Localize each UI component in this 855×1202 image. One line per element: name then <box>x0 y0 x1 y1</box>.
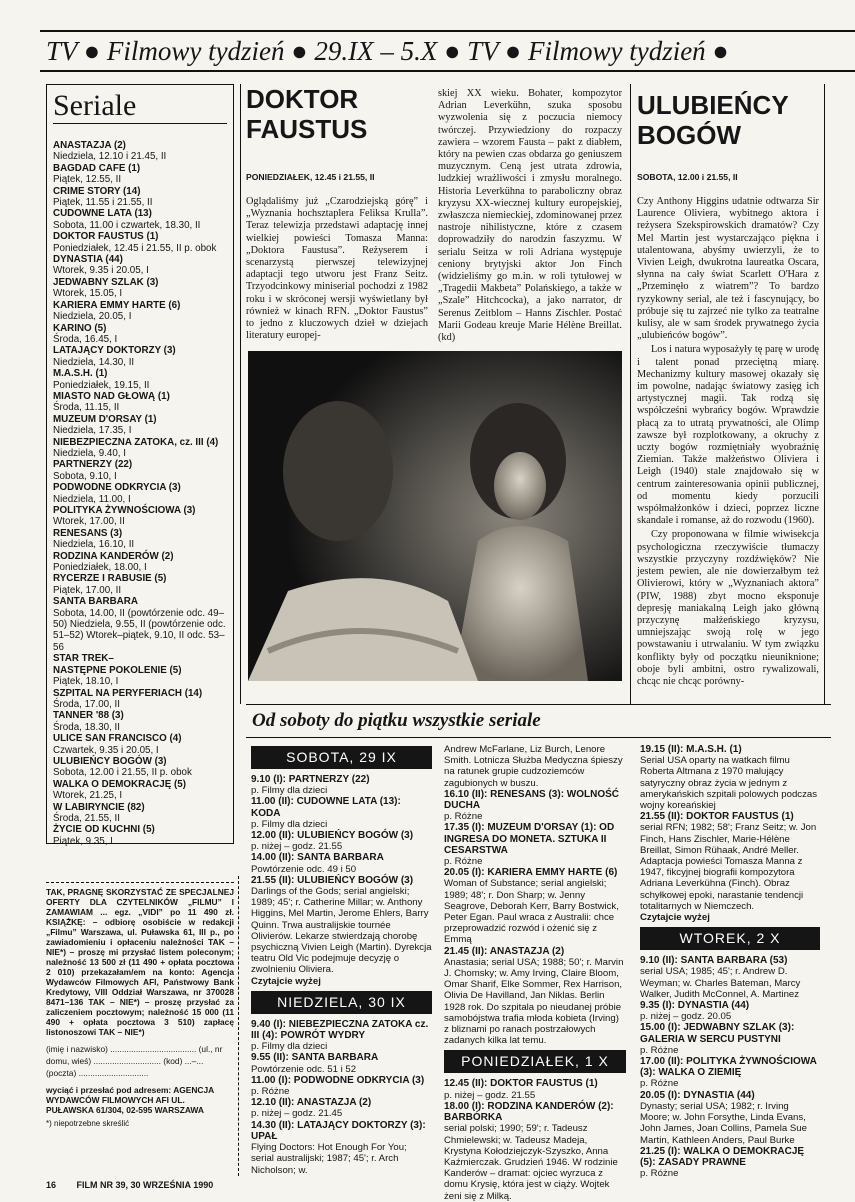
series-item-name: PODWODNE ODKRYCIA (3) <box>53 482 181 494</box>
faustus-text-1: Oglądaliśmy już „Czarodziejską górę” i „Wyznania hochsztaplera Feliksa Krulla”. Teraz telewizja przedstawi adaptację innej wielkiej powieści Tomasza Manna: „Doktora Faustusa”. Reżyserem i scenarzystą pierwszej telewizyjnej adaptacji tego utworu jest Franz Seitz. Trzyodcinkowy miniserial pochodzi z 1982 roku i w skróconej wersji wyświetlany był również w kinach RFN. „Doktor Faustus” to jedno z kluczowych dzieł w dziejach literatury europej- <box>246 196 428 342</box>
series-item-name: DOKTOR FAUSTUS (1) <box>53 231 159 243</box>
program-title: 20.05 (I): KARIERA EMMY HARTE (6) <box>444 867 618 879</box>
series-item-name: CRIME STORY (14) <box>53 185 141 197</box>
series-item-name: SANTA BARBARA <box>53 596 138 608</box>
series-item-name: POLITYKA ŻYWNOŚCIOWA (3) <box>53 505 196 516</box>
schedule-col-1 <box>251 742 432 1182</box>
series-item-info: Środa, 11.15, II <box>53 402 120 414</box>
program-title: 12.10 (II): ANASTAZJA (2) <box>251 1097 372 1109</box>
series-item-info: Niedziela, 11.00, I <box>53 493 131 505</box>
faustus-photo <box>248 351 622 681</box>
still-image <box>248 351 622 681</box>
program-title: 9.35 (I): DYNASTIA (44) <box>640 1000 750 1012</box>
series-item-name: NIEBEZPIECZNA ZATOKA, cz. III (4) <box>53 436 219 448</box>
series-item-name: SZPITAL NA PERYFERIACH (14) <box>53 687 203 699</box>
program-details: p. Filmy dla dzieci <box>251 818 328 830</box>
series-item-name: RODZINA KANDERÓW (2) <box>53 550 174 562</box>
series-item-name: M.A.S.H. (1) <box>53 368 108 380</box>
series-item-info: Poniedziałek, 18.00, I <box>53 562 147 574</box>
series-item-info: Środa, 18.30, II <box>53 721 120 733</box>
program-title: 20.05 (I): DYNASTIA (44) <box>640 1089 755 1101</box>
series-item-name: NASTĘPNE POKOLENIE (5) <box>53 664 182 676</box>
series-item-info: Wtorek, 21.25, I <box>53 790 123 802</box>
series-item-info: Poniedziałek, 12.45 i 21.55, II p. obok <box>53 242 217 254</box>
divider <box>240 84 241 704</box>
day-banner: NIEDZIELA, 30 IX <box>251 991 432 1014</box>
series-item-name: WALKA O DEMOKRACJĘ (5) <box>53 778 186 790</box>
program-title: 9.10 (II): SANTA BARBARA (53) <box>640 955 788 967</box>
coupon-text: TAK, PRAGNĘ SKORZYSTAĆ ZE SPECJALNEJ OFERTY DLA CZYTELNIKÓW „FILMU” I ZAMAWIAM ... egz. „VIDI” po 11 490 zł. KSIĄŻKĘ: – odbiorę osobiście w redakcji „Filmu” Warszawa, ul. Puławska 61, III p., po zawiadomieniu i opłaceniu należności TAK – NIE*) – proszę mi przysłać listem poleconym; należność 13 500 zł (11 490 + opłata pocztowa 2 010) przekazałam/em na konto: Agencja Wydawców Filmowych AFI, Państwowy Bank Kredytowy, VIII Oddział Warszawa, nr 370028 8471–136 TAK – NIE*) – proszę przysłać za zaliczeniem pocztowym; należność 15 000 (11 490 + opłata pocztowa 3 510) zapłacę listonoszowi TAK – NIE*) <box>46 887 234 1037</box>
program-title: 21.55 (II): ULUBIEŃCY BOGÓW (3) <box>251 874 414 886</box>
program-details: p. niżej – godz. 20.05 <box>640 1011 732 1023</box>
program-title: 12.00 (II): ULUBIEŃCY BOGÓW (3) <box>251 830 414 842</box>
faustus-title: DOKTOR FAUSTUS <box>246 84 368 144</box>
program-details: p. niżej – godz. 21.55 <box>251 841 343 853</box>
series-item-name: STAR TREK– <box>53 653 114 665</box>
day-banner: WTOREK, 2 X <box>640 927 820 950</box>
series-item-info: Piątek, 12.55, II <box>53 174 122 186</box>
program-details: Powtórzenie odc. 49 i 50 <box>251 863 357 875</box>
series-item-info: Środa, 16.45, I <box>53 333 118 345</box>
series-item-info: Sobota, 11.00 i czwartek, 18.30, II <box>53 219 201 231</box>
program-details: Flying Doctors: Hot Enough For You; serial australijski; 1987; 45'; r. Arch Nicholson; w. <box>251 1142 407 1176</box>
program-title: 17.00 (II): POLITYKA ŻYWNOŚCIOWA (3): WALKA O ZIEMIĘ <box>640 1056 817 1079</box>
series-item-info: Środa, 17.00, II <box>53 698 120 710</box>
program-title: 16.10 (II): RENESANS (3): WOLNOŚĆ DUCHA <box>444 788 620 812</box>
series-item-info: Sobota, 12.00 i 21.55, II p. obok <box>53 767 192 779</box>
page-header: TV ● Filmowy tydzień ● 29.IX – 5.X ● TV ● Filmowy tydzień ● <box>40 30 855 72</box>
series-item-name: W LABIRYNCIE (82) <box>53 801 145 813</box>
series-item-name: JEDWABNY SZLAK (3) <box>53 276 159 288</box>
series-item-name: CUDOWNE LATA (13) <box>53 208 152 220</box>
program-title: 9.10 (I): PARTNERZY (22) <box>251 774 370 785</box>
program-title: 14.00 (II): SANTA BARBARA <box>251 852 384 864</box>
series-item-info: Piątek, 11.55 i 21.55, II <box>53 197 153 209</box>
program-details: Powtórzenie odc. 51 i 52 <box>251 1063 357 1075</box>
series-item-info: Niedziela, 14.30, II <box>53 356 135 368</box>
series-item-info: Poniedziałek, 19.15, II <box>53 379 150 391</box>
series-item-info: Piątek, 17.00, II <box>53 584 122 596</box>
series-item-name: TANNER '88 (3) <box>53 710 124 722</box>
program-details: p. Różne <box>640 1044 679 1056</box>
program-details: p. niżej – godz. 21.55 <box>444 1089 536 1101</box>
ulubiency-p2: Los i natura wyposażyły tę parę w urodę i talent ponad przeciętną miarę. Mechanizmy kultury masowej okazały się im powolne, nadając światowy zasięg ich artystycznej magii. Tak rodzą się współcześni wybrańcy bogów. Wprawdzie płacą za to utratą prywatności, ale Olimp zawsze był rozplotkowany, a okruchy z uczty bogów rozmiętniały wyobraźnię Ziemian. Także małżeństwo Oliviera i Leigh (1940) stale znajdowało się w centrum zainteresowania opinii publicznej, od momentu kiedy porzucili współmałżonków i dzieci, poprzez liczne skandale i romanse, aż do rozwodu (1960). <box>637 344 819 527</box>
program-title: 19.15 (II): M.A.S.H. (1) <box>640 744 742 755</box>
series-item-info: Czwartek, 9.35 i 20.05, I <box>53 744 159 756</box>
program-title: 12.45 (II): DOKTOR FAUSTUS (1) <box>444 1078 598 1090</box>
series-item-info: Niedziela, 20.05, I <box>53 311 132 323</box>
series-item-name: MIASTO NAD GŁOWĄ (1) <box>53 390 170 402</box>
program-note: Czytajcie wyżej <box>640 912 710 924</box>
coupon-cut-line <box>238 876 239 1176</box>
series-item-info: Wtorek, 15.05, I <box>53 288 123 300</box>
series-item-info: Niedziela, 12.10 i 21.45, II <box>53 151 167 163</box>
series-item-name: LATAJĄCY DOKTORZY (3) <box>53 345 176 357</box>
program-details: p. Różne <box>640 1078 679 1090</box>
schedule-col-3 <box>640 744 820 1182</box>
series-item-info: Wtorek, 17.00, II <box>53 516 125 528</box>
series-item-name: MUZEUM D'ORSAY (1) <box>53 413 157 425</box>
divider <box>824 84 825 704</box>
program-details: p. niżej – godz. 21.45 <box>251 1108 343 1120</box>
series-item-name: PARTNERZY (22) <box>53 459 133 471</box>
program-note: Czytajcie wyżej <box>251 975 321 987</box>
series-item-name: RYCERZE I RABUSIE (5) <box>53 573 167 585</box>
footer <box>46 1177 446 1195</box>
coupon-footnote: *) niepotrzebne skreślić <box>46 1119 130 1128</box>
program-title: 9.55 (II): SANTA BARBARA <box>251 1052 379 1064</box>
program-details: Dynasty; serial USA; 1982; r. Irving Moore; w. John Forsythe, Linda Evans, John James, Joan Collins, Pamela Sue Martin, Kathleen Anders, Paul Burke <box>640 1100 807 1146</box>
program-title: 11.00 (I): PODWODNE ODKRYCIA (3) <box>251 1074 425 1086</box>
program-title: 17.35 (I): MUZEUM D'ORSAY (1): OD INGRESA DO MONETA. SZTUKA II CESARSTWA <box>444 822 615 856</box>
ulubiency-p1: Czy Anthony Higgins udatnie odtwarza Sir Laurence Oliviera, wybitnego aktora i reżysera Szekspirowskich dramatów? Czy Mel Martin jest wystarczająco piękna i utalentowana, abyśmy uwierzyli, że to Vivien Leigh, dwukrotna laureatka Oscara, słynna na cały świat Scarlett O'Hara z „Przeminęło z wiatrem”? To bardzo ryzykowny serial, ale też i fascynujący, bo próbuje się tu zajrzeć nie tylko za teatralne kulisy, ale w sam środek prywatnego życia „ulubieńców bogów”. <box>637 196 819 342</box>
ulubiency-when: SOBOTA, 12.00 i 21.55, II <box>637 172 738 182</box>
program-details: p. Różne <box>251 1086 290 1098</box>
coupon-address: wyciąć i przesłać pod adresem: AGENCJA WYDAWCÓW FILMOWYCH AFI UL. PUŁAWSKA 61/304, 02-595 WARSZAWA <box>46 1085 214 1115</box>
ulubiency-title: ULUBIEŃCY BOGÓW <box>637 90 789 150</box>
faustus-article <box>246 84 428 356</box>
series-item-name: ŻYCIE OD KUCHNI (5) <box>53 824 155 836</box>
program-details: Woman of Substance; serial angielski; 1989; 48'; r. Don Sharp; w. Jenny Seagrove, Deborah Kerr, Barry Bostwick, Peter Egan. Paul wraca z Australii: chce przeprowadzić rozwód i ożenić się z Emmą <box>444 878 619 946</box>
program-details: p. Różne <box>444 856 483 868</box>
series-item-info: Niedziela, 16.10, II <box>53 539 135 551</box>
issue-info: FILM NR 39, 30 WRZEŚNIA 1990 <box>76 1180 214 1190</box>
series-item-info: Piątek, 18.10, I <box>53 676 119 688</box>
page-number: 16 <box>46 1180 57 1190</box>
program-title: 9.40 (I): NIEBEZPIECZNA ZATOKA cz. III (4): POWRÓT WYDRY <box>251 1018 429 1042</box>
section-heading: Od soboty do piątku wszystkie seriale <box>252 710 541 731</box>
series-item-info: Niedziela, 17.35, I <box>53 425 132 437</box>
program-title: 11.00 (II): CUDOWNE LATA (13): KODA <box>251 796 401 819</box>
series-item-name: BAGDAD CAFE (1) <box>53 162 141 174</box>
program-details: Andrew McFarlane, Liz Burch, Lenore Smith. Lotnicza Służba Medyczna śpieszy na ratunek grupie cudzoziemców zagubionych w buszu. <box>444 744 623 789</box>
ulubiency-article <box>637 84 819 704</box>
order-coupon <box>46 882 234 1177</box>
program-title: 14.30 (II): LATAJĄCY DOKTORZY (3): UPAŁ <box>251 1119 426 1142</box>
faustus-text-2: skiej XX wieku. Bohater, kompozytor Adrian Leverkühn, szuka sposobu wyzwolenia się z poczucia niemocy twórczej. Przywiedziony do rozpaczy zawiera – wzorem Fausta – pakt z diabłem, który na pewien czas obdarza go geniuszem muzycznym. Ceną jest utrata zdrowia, ludzkiej wrażliwości i zmysłu moralnego. Historia Leverkühna to paraboliczny obraz kryzysu XX-wiecznej kultury europejskiej, zwłaszcza niemieckiej, zdominowanej przez nastroje nihilistyczne, które z czasem doprowadziły do narodzin faszyzmu. W serialu Seitza w roli Adriana występuje ceniony brytyjski aktor Jon Finch (widzieliśmy go m.in. w roli tytułowej w „Tragedii Makbeta” Polańskiego, a także w „Szale” Hitchcocka), a jako narrator, dr Serenus Zeitblom – Hanns Zischler. Postać Marii Godeau kreuje Marie Hélène Breillat. (kd) <box>438 88 622 344</box>
program-details: Darlings of the Gods; serial angielski; 1989; 45'; r. Catherine Millar; w. Anthony Higgins, Mel Martin, Jerome Ehlers, Barry Quinn. Trwa australijskie tournée Olivierów. Lekarze stwierdzają chorobę psychiczną Vivien Leigh (Martin). Dyrekcja teatru Old Vic podejmuje decyzję o zwolnieniu Oliviera. <box>251 886 432 976</box>
program-title: 18.00 (I): RODZINA KANDERÓW (2): BARBÓRKA <box>444 1100 614 1124</box>
program-title: 21.55 (II): DOKTOR FAUSTUS (1) <box>640 811 794 823</box>
program-details: serial USA; 1985; 45'; r. Andrew D. Weyman; w. Charles Bateman, Marcy Walker, Judith McConnel, A. Martinez <box>640 966 801 1000</box>
series-title: Seriale <box>53 89 227 124</box>
series-item-name: ANASTAZJA (2) <box>53 140 126 151</box>
program-title: 15.00 (I): JEDWABNY SZLAK (3): GALERIA W SERCU PUSTYNI <box>640 1022 795 1045</box>
program-details: p. Filmy dla dzieci <box>251 1041 328 1053</box>
ulubiency-p3: Czy proponowana w filmie wiwisekcja psychologiczna rzeczywiście tłumaczy wszystkie przyczyny rozdźwięków? Nie jestem pewien, ale nie dowierzałbym też Olivierowi, który w „Wyznaniach aktora” (PIW, 1988) zbyt mocno eksponuje depresję maniakalną Leigh jako główną przyczynę małżeńskiego kryzysu, umniejszając swoją rolę w jego powstawaniu i utrwalaniu. W tym związku konflikty były od początku nieuniknione; oboje byli ambitni, ostro rywalizowali, chcąc nie chcąc porówny- <box>637 529 819 687</box>
series-item-name: KARINO (5) <box>53 322 107 334</box>
program-details: p. Filmy dla dzieci <box>251 785 328 797</box>
series-item-info: Sobota, 9.10, I <box>53 470 117 482</box>
series-box <box>46 84 234 847</box>
coupon-fields[interactable]: (imię i nazwisko) ..................................... (ul., nr domu, wieś) ............................. (kod) ...–... (poczta) .............................. <box>46 1044 223 1078</box>
program-details: serial RFN; 1982; 58'; Franz Seitz; w. Jon Finch, Hans Zischler, Marie-Hélène Breillat, Simon Rühaak, André Meller. Adaptacja powieści Tomasza Manna z 1947, fikcyjnej biografii kompozytora Adriana Leverkühna (Finch). Obraz schyłkowej epoki, narastanie tendencji totalitarnych w Niemczech. <box>640 822 817 912</box>
program-details: serial polski; 1990; 59'; r. Tadeusz Chmielewski; w. Tadeusz Madeja, Krystyna Kołodziejczyk-Szyszko, Anna Kaźmierczak. Grudzień 1946. W rodzinie Kanderów – dramat: ojciec wyrzuca z domu Krysię, która jest w ciąży. Wojtek żeni się z Milką. <box>444 1123 618 1202</box>
series-item-info: Środa, 21.55, II <box>53 812 120 824</box>
series-item-name: KARIERA EMMY HARTE (6) <box>53 299 181 311</box>
program-title: 21.25 (I): WALKA O DEMOKRACJĘ (5): ZASADY PRAWNE <box>640 1145 805 1168</box>
program-details: Anastasia; serial USA; 1988; 50'; r. Marvin J. Chomsky; w. Amy Irving, Claire Bloom, Omar Sharif, Elke Sommer, Rex Harrison, Olivia De Havilland, Jan Niklas. Berlin 1928 rok. Do szpitala po nieudanej próbie samobójstwa trafia młoda kobieta (Irving) z bliznami po ranach postrzałowych zadanych kilka lat temu. <box>444 956 624 1047</box>
faustus-when: PONIEDZIAŁEK, 12.45 i 21.55, II <box>246 172 375 182</box>
series-item-name: DYNASTIA (44) <box>53 254 123 266</box>
series-item-name: RENESANS (3) <box>53 527 123 539</box>
series-item-info: Sobota, 14.00, II (powtórzenie odc. 49–50) Niedziela, 9.55, II (powtórzenie odc. 51–52) Wtorek–piątek, 9.10, II odc. 53–56 <box>53 607 226 653</box>
divider <box>630 84 631 704</box>
program-details: Serial USA oparty na watkach filmu Roberta Altmana z 1970 malujący satyryczny obraz życia w jednym z amerykańskich szpitali polowych podczas wojny koreańskiej <box>640 755 818 812</box>
series-item-info: Niedziela, 9.40, I <box>53 447 126 459</box>
series-item-info: Piątek, 9.35, I <box>53 835 113 847</box>
day-banner: PONIEDZIAŁEK, 1 X <box>444 1050 626 1073</box>
series-item-name: ULUBIEŃCY BOGÓW (3) <box>53 755 167 767</box>
section-rule <box>246 737 831 738</box>
program-details: p. Różne <box>444 811 483 823</box>
section-rule <box>246 704 831 705</box>
series-list <box>53 140 227 847</box>
series-item-name: ULICE SAN FRANCISCO (4) <box>53 733 182 745</box>
program-title: 21.45 (II): ANASTAZJA (2) <box>444 945 565 957</box>
series-item-info: Wtorek, 9.35 i 20.05, I <box>53 265 149 277</box>
day-banner: SOBOTA, 29 IX <box>251 746 432 769</box>
schedule-col-2 <box>444 744 626 1202</box>
program-details: p. Różne <box>640 1168 679 1180</box>
